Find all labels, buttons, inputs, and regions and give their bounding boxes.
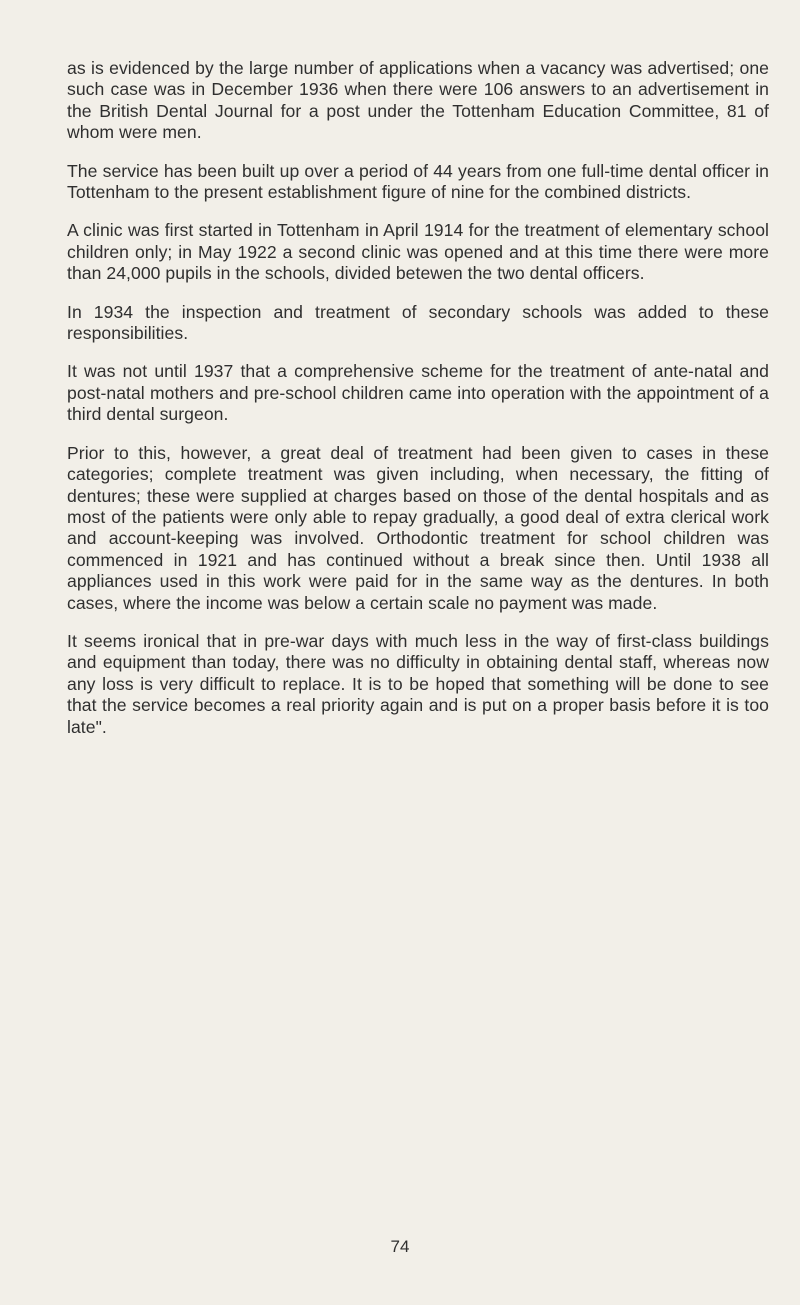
paragraph-1: as is evidenced by the large number of applications when a vacancy was advertised; one such case was in December 1936 when there were 106 answers to an advertisement in the British Dental Journal for a post under the Tottenham Education Committee, 81 of whom were men. [67, 58, 769, 143]
page-number: 74 [390, 1237, 410, 1256]
paragraph-7: It seems ironical that in pre-war days with much less in the way of first-class buildings and equipment than today, there was no difficulty in obtaining dental staff, whereas now any loss is very difficult to replace. It is to be hoped that something will be done to see that the service becomes a real priority again and is put on a proper basis before it is too late". [67, 630, 769, 737]
paragraph-5: It was not until 1937 that a comprehensive scheme for the treatment of ante-natal and post-natal mothers and pre-school children came into operation with the appointment of a third dental surgeon. [67, 361, 769, 425]
paragraph-4: In 1934 the inspection and treatment of secondary schools was added to these responsibilities. [67, 301, 769, 344]
body-text [67, 58, 769, 755]
paragraph-6: Prior to this, however, a great deal of treatment had been given to cases in these categories; complete treatment was given including, when necessary, the fitting of dentures; these were supplied at charges based on those of the dental hospitals and as most of the patients were only able to repay gradually, a good deal of extra clerical work and account-keeping was involved. Orthodontic treatment for school children was commenced in 1921 and has continued without a break since then. Until 1938 all appliances used in this work were paid for in the same way as the dentures. In both cases, where the income was below a certain scale no payment was made. [67, 442, 769, 613]
paragraph-3: A clinic was first started in Tottenham in April 1914 for the treatment of elementary school children only; in May 1922 a second clinic was opened and at this time there were more than 24,000 pupils in the schools, divided betewen the two dental officers. [67, 220, 769, 284]
paragraph-2: The service has been built up over a period of 44 years from one full-time dental officer in Tottenham to the present establishment figure of nine for the combined districts. [67, 160, 769, 203]
